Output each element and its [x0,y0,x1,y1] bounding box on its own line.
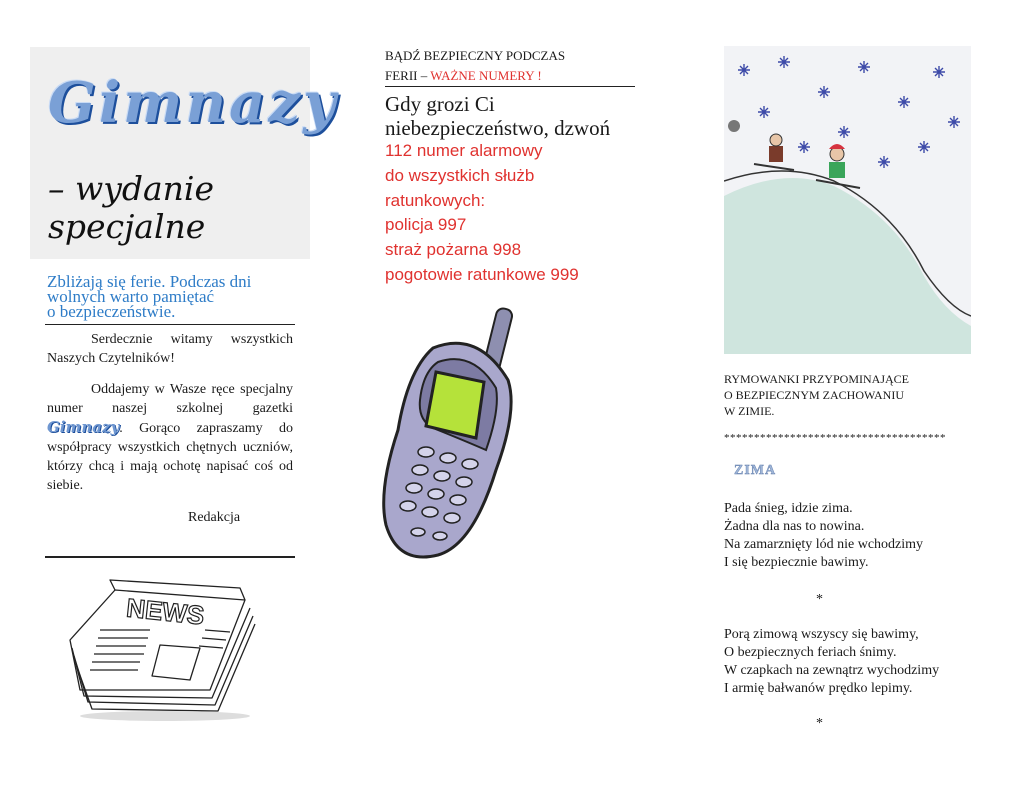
poem-line: I się bezpiecznie bawimy. [724,555,869,570]
danger-prompt [385,92,645,140]
poem-stanza-2 [724,626,984,698]
number-line: ratunkowych: [385,190,486,210]
asterisk-divider: ************************************* [724,432,946,444]
divider [385,86,635,87]
intro-line-3: o bezpieczeństwie. [47,302,176,321]
divider [45,324,295,325]
poem-line: O bezpiecznych feriach śnimy. [724,645,897,660]
invitation-text-start: Oddajemy w Wasze ręce specjalny numer naszej szkolnej gazetki [47,382,293,416]
poem-line: Porą zimową wszyscy się bawimy, [724,627,919,642]
welcome-paragraph: Serdecznie witamy wszystkich Naszych Czytelników! [47,332,293,366]
heading-line-2 [385,66,635,86]
heading-line-1: BĄDŹ BEZPIECZNY PODCZAS [385,48,566,63]
poem-line: Na zamarznięty lód nie wchodzimy [724,537,924,552]
poem-line: I armię bałwanów prędko lepimy. [724,681,913,696]
stanza-separator: * [816,716,823,731]
heading-black-part: FERII – [385,68,431,83]
poem-line: Pada śnieg, idzie zima. [724,501,853,516]
subtitle-line-2: specjalne [48,207,206,246]
news-word: NEWS [125,592,206,631]
poem-line: Żadna dla nas to nowina. [724,519,865,534]
prompt-line-1: Gdy grozi Ci [385,92,495,116]
mobile-phone-illustration [378,300,528,565]
number-line: pogotowie ratunkowe 999 [385,264,579,284]
invitation-paragraph [47,380,293,495]
intro-heading [47,274,297,319]
poem-stanza-1 [724,500,984,572]
inline-newspaper-logo: Gimnazy [47,418,120,436]
number-line: straż pożarna 998 [385,240,522,260]
invitation-text-end: . Gorąco zapraszamy do współpracy wszystkich chętnych uczniów, którzy chcą i mają ochotę napisać coś od siebie. [47,421,293,493]
rhymes-heading-line-3: W ZIMIE. [724,404,775,418]
number-line: do wszystkich służb [385,165,535,185]
rhymes-heading [724,371,974,419]
divider [45,556,295,558]
rhymes-heading-line-1: RYMOWANKI PRZYPOMINAJĄCE [724,372,910,386]
edition-subtitle [48,170,214,246]
stanza-separator: * [816,592,823,607]
poem-title: ZIMA [734,463,777,478]
prompt-line-2: niebezpieczeństwo, dzwoń [385,116,611,140]
intro-line-2: wolnych warto pamiętać [47,287,215,306]
number-line: policja 997 [385,215,467,235]
section-heading [385,46,635,86]
newspaper-illustration [60,570,260,725]
newspaper-logo: Gimnazy [48,70,339,136]
editor-signature: Redakcja [188,510,241,525]
intro-line-1: Zbliżają się ferie. Podczas dni [47,272,252,291]
heading-red-part: WAŻNE NUMERY ! [430,68,542,83]
winter-sledding-drawing [724,46,971,354]
number-line: 112 numer alarmowy [385,141,543,160]
emergency-numbers [385,139,645,288]
welcome-text [47,330,293,507]
subtitle-line-1: – wydanie [48,169,215,208]
rhymes-heading-line-2: O BEZPIECZNYM ZACHOWANIU [724,388,904,402]
poem-line: W czapkach na zewnątrz wychodzimy [724,663,940,678]
